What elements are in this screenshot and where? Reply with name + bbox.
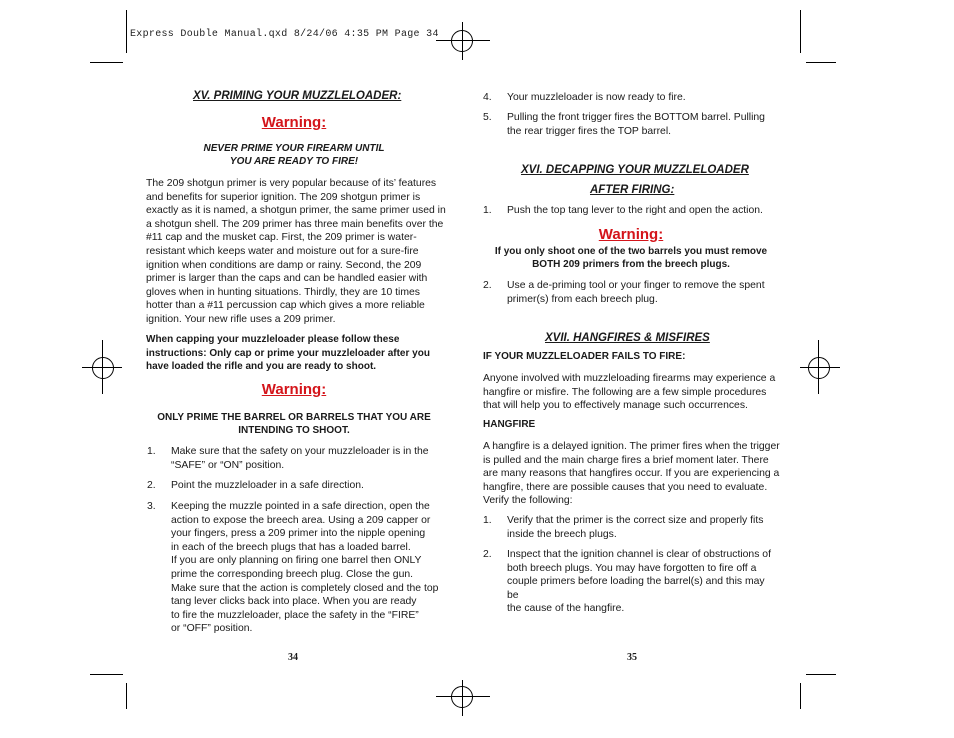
text-line: Make sure that the safety on your muzzleloader is in the	[171, 446, 429, 457]
registration-line	[462, 22, 463, 60]
text-line: ONLY PRIME THE BARREL OR BARRELS THAT YOU ARE	[157, 412, 431, 423]
text-line: Push the top tang lever to the right and open the action.	[507, 205, 763, 216]
text-line: Inspect that the ignition channel is clear of obstructions of	[507, 549, 771, 560]
text-line: tang lever clicks back into place. When you are ready	[171, 596, 417, 608]
warning-heading: Warning:	[261, 381, 327, 398]
warning-text	[146, 142, 442, 169]
list-text	[507, 514, 777, 541]
list-number: 2.	[147, 480, 156, 491]
text-line: primer(s) from each breech plug.	[507, 293, 658, 305]
text-line: Your muzzleloader is now ready to fire.	[507, 92, 686, 103]
text-line: action to expose the breech area. Using a 209 capper or	[171, 514, 431, 526]
text-line: Use a de-priming tool or your finger to remove the spent	[507, 280, 765, 291]
slug-line: Express Double Manual.qxd 8/24/06 4:35 PM Page 34	[130, 29, 439, 40]
fails-paragraph	[483, 372, 783, 413]
registration-line	[102, 340, 103, 394]
crop-mark	[800, 683, 801, 709]
text-line: have loaded the rifle and you are ready to shoot.	[146, 361, 377, 373]
list-number: 4.	[483, 92, 492, 103]
text-line: hangfire, there are possible causes that you need to evaluate.	[483, 481, 768, 493]
text-line: Anyone involved with muzzleloading firearms may experience a	[483, 373, 776, 384]
crop-mark	[126, 683, 127, 709]
list-text	[507, 204, 777, 218]
list-text	[507, 111, 777, 138]
warning-heading: Warning:	[598, 226, 664, 243]
text-line: your fingers, press a 209 primer into the nipple opening	[171, 528, 426, 540]
list-number: 1.	[483, 205, 492, 216]
registration-line	[436, 696, 490, 697]
crop-mark	[126, 10, 127, 53]
text-line: INTENDING TO SHOOT.	[238, 425, 350, 437]
registration-mark-icon	[808, 357, 830, 379]
text-line: inside the breech plugs.	[507, 528, 617, 540]
text-line: primer is larger than the caps and can be handled easier with	[146, 273, 428, 285]
page-number: 34	[288, 652, 298, 663]
registration-line	[462, 680, 463, 716]
warning-heading: Warning:	[261, 114, 327, 131]
text-line: couple primers before loading the barrel(s) and this may be	[507, 576, 765, 601]
crop-mark	[806, 62, 836, 63]
list-number: 2.	[483, 549, 492, 560]
list-text	[171, 445, 441, 472]
section-title-xvii: XVII. HANGFIRES & MISFIRES	[545, 332, 710, 344]
crop-mark	[90, 62, 123, 63]
bold-instructions	[146, 333, 446, 374]
list-number: 1.	[483, 515, 492, 526]
list-number: 2.	[483, 280, 492, 291]
warning-text	[146, 411, 442, 438]
text-line: and benefits for superior ignition. The 209 shotgun primer is	[146, 191, 421, 203]
list-text	[507, 548, 777, 616]
list-text	[171, 479, 441, 493]
crop-mark	[90, 674, 123, 675]
text-line: “SAFE” or “ON” position.	[171, 459, 285, 471]
text-line: ignition. Your new rifle uses a 209 primer.	[146, 313, 336, 325]
hangfire-heading: HANGFIRE	[483, 419, 536, 430]
text-line: The 209 shotgun primer is very popular because of its’ features	[146, 178, 437, 189]
text-line: Point the muzzleloader in a safe direction.	[171, 480, 364, 491]
registration-line	[800, 367, 840, 368]
text-line: to fire the muzzleloader, place the safety in the “FIRE”	[171, 609, 419, 621]
text-line: BOTH 209 primers from the breech plugs.	[532, 259, 730, 271]
list-text	[171, 500, 441, 636]
section-title-xvi-sub: AFTER FIRING:	[590, 184, 675, 196]
text-line: exactly as it is named, a shotgun primer, the same primer used in	[146, 205, 446, 217]
intro-paragraph	[146, 177, 446, 327]
warning-text	[483, 245, 779, 272]
text-line: or “OFF” position.	[171, 623, 253, 635]
text-line: If you are only planning on firing one barrel then ONLY	[171, 555, 422, 567]
text-line: gloves when in hunting situations. Thirdly, they are 10 times	[146, 286, 420, 298]
text-line: both breech plugs. You may have forgotten to fire off a	[507, 562, 757, 574]
text-line: Keeping the muzzle pointed in a safe direction, open the	[171, 501, 430, 512]
crop-mark	[806, 674, 836, 675]
text-line: A hangfire is a delayed ignition. The primer fires when the trigger	[483, 441, 780, 452]
text-line: a shotgun shell. The 209 primer has three main benefits over the	[146, 218, 444, 230]
text-line: Make sure that the action is completely closed and the top	[171, 582, 439, 594]
fails-heading: IF YOUR MUZZLELOADER FAILS TO FIRE:	[483, 351, 686, 362]
text-line: If you only shoot one of the two barrels you must remove	[494, 246, 768, 257]
list-text	[507, 279, 777, 306]
text-line: resistant which keeps water and moisture out for a sure-fire	[146, 245, 419, 257]
text-line: NEVER PRIME YOUR FIREARM UNTIL	[203, 143, 385, 154]
section-title-xvi: XVI. DECAPPING YOUR MUZZLELOADER	[521, 164, 749, 176]
text-line: instructions: Only cap or prime your muzzleloader after you	[146, 347, 430, 359]
crop-mark	[800, 10, 801, 53]
text-line: Verify that the primer is the correct size and properly fits	[507, 515, 764, 526]
text-line: is pulled and the main charge fires a brief moment later. There	[483, 454, 769, 466]
text-line: #11 cap and the musket cap. First, the 209 primer is water-	[146, 232, 417, 244]
text-line: in each of the breech plugs that has a loaded barrel.	[171, 541, 411, 553]
list-number: 3.	[147, 501, 156, 512]
text-line: hangfire or misfire. The following are a few simple procedures	[483, 386, 767, 398]
text-line: the rear trigger fires the TOP barrel.	[507, 125, 672, 137]
text-line: prime the corresponding breech plug. Close the gun.	[171, 568, 414, 580]
text-line: Pulling the front trigger fires the BOTTOM barrel. Pulling	[507, 112, 765, 123]
hangfire-paragraph	[483, 440, 783, 508]
text-line: Verify the following:	[483, 495, 573, 507]
text-line: When capping your muzzleloader please follow these	[146, 334, 400, 345]
list-number: 5.	[483, 112, 492, 123]
text-line: that will help you to effectively manage such occurrences.	[483, 400, 748, 412]
list-text	[507, 91, 777, 105]
page-number: 35	[627, 652, 637, 663]
section-title-xv: XV. PRIMING YOUR MUZZLELOADER:	[193, 90, 402, 102]
list-number: 1.	[147, 446, 156, 457]
text-line: ignition when conditions are damp or rainy. Second, the 209	[146, 259, 422, 271]
registration-mark-icon	[92, 357, 114, 379]
registration-line	[436, 40, 490, 41]
registration-line	[818, 340, 819, 394]
text-line: the cause of the hangfire.	[507, 603, 625, 615]
text-line: are many reasons that hangfires occur. If you are experiencing a	[483, 468, 780, 480]
text-line: hotter than a #11 percussion cap which gives a more reliable	[146, 300, 425, 312]
text-line: YOU ARE READY TO FIRE!	[229, 156, 359, 168]
